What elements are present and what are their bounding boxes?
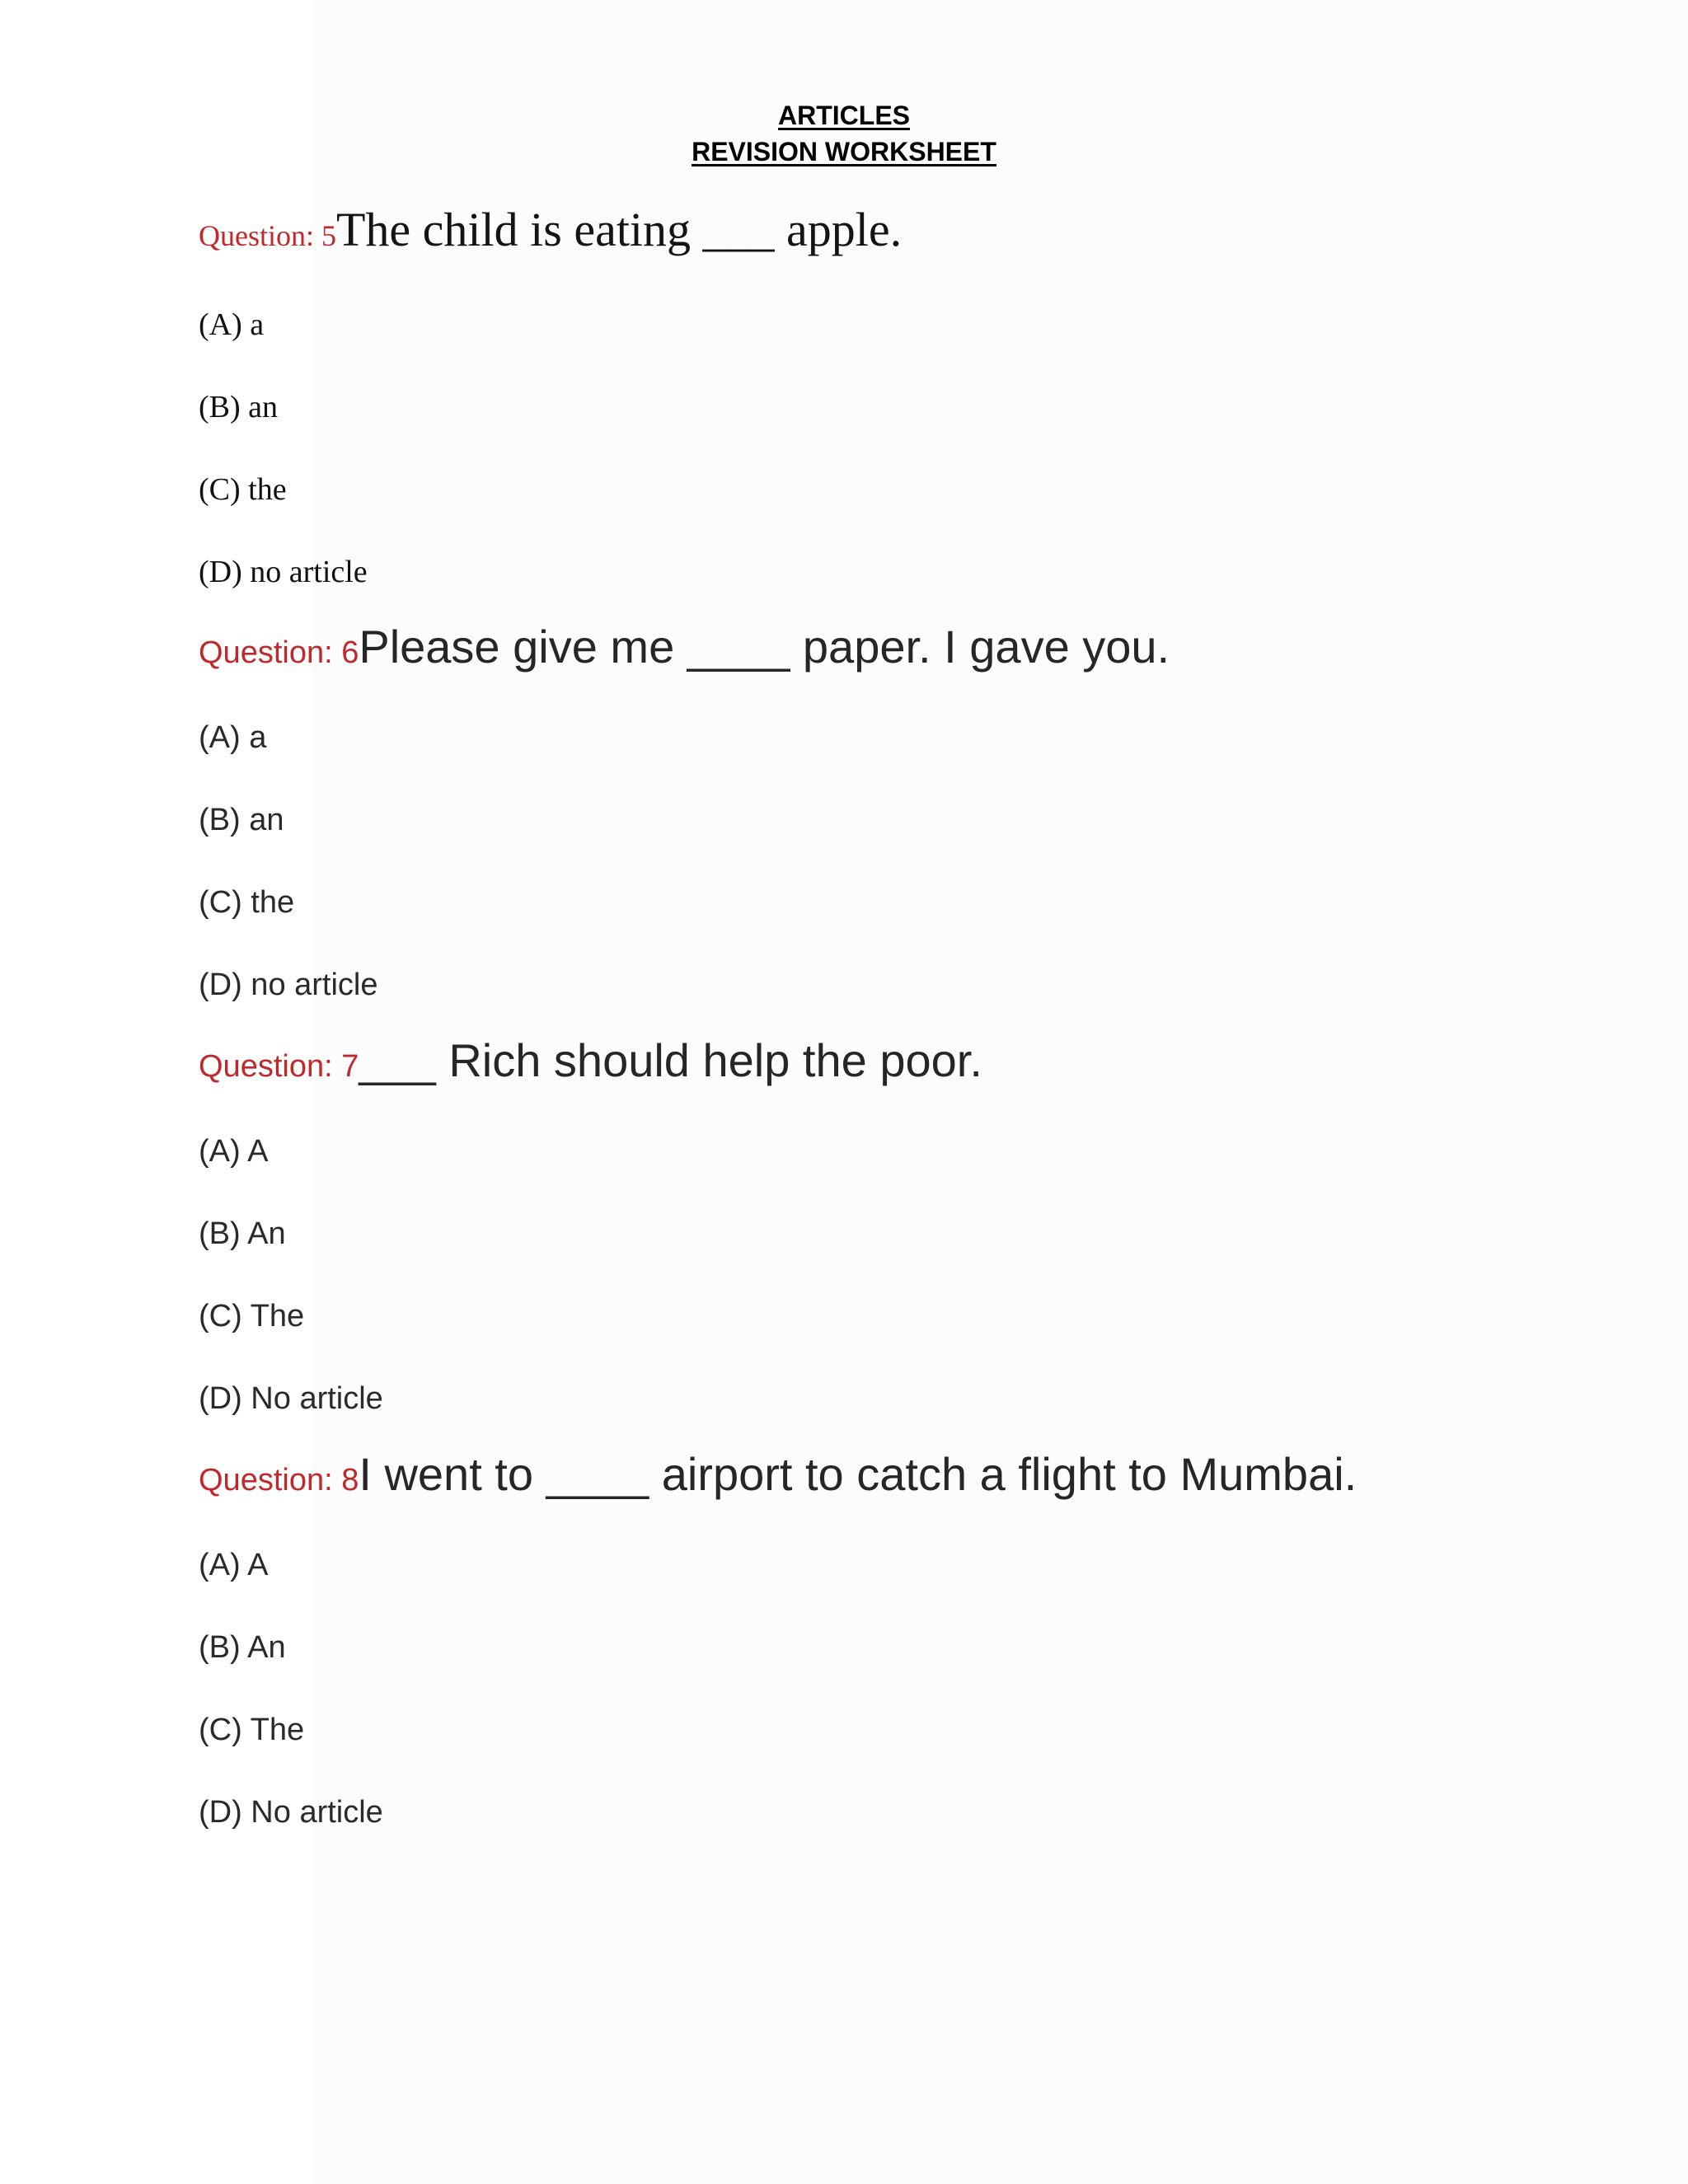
question-5-option-a: (A) a — [199, 307, 265, 342]
question-label: Question: 5 — [199, 219, 336, 252]
question-6-option-b: (B) an — [199, 803, 284, 837]
question-7-option-d: (D) No article — [199, 1381, 383, 1416]
question-7-option-b: (B) An — [199, 1216, 286, 1251]
question-5-option-c: (C) the — [199, 472, 287, 507]
question-text: Please give me ____ paper. I gave you. — [359, 621, 1170, 673]
question-7 — [199, 1033, 982, 1087]
page-background — [313, 0, 1688, 2184]
question-text: I went to ____ airport to catch a flight to Mumbai. — [359, 1448, 1357, 1500]
question-6-option-a: (A) a — [199, 720, 267, 755]
question-8-option-d: (D) No article — [199, 1795, 383, 1830]
question-5-option-b: (B) an — [199, 390, 279, 424]
question-text: ___ Rich should help the poor. — [359, 1034, 982, 1086]
question-5-option-d: (D) no article — [199, 555, 368, 589]
question-8-option-c: (C) The — [199, 1713, 305, 1747]
question-6 — [199, 620, 1170, 673]
question-8 — [199, 1447, 1357, 1501]
question-label: Question: 6 — [199, 635, 359, 670]
worksheet-title: ARTICLES — [778, 101, 910, 130]
question-6-option-d: (D) no article — [199, 968, 378, 1002]
worksheet-header — [0, 97, 1688, 170]
question-7-option-a: (A) A — [199, 1134, 269, 1169]
question-label: Question: 7 — [199, 1049, 359, 1084]
question-6-option-c: (C) the — [199, 885, 295, 920]
question-8-option-b: (B) An — [199, 1630, 286, 1665]
worksheet-subtitle: REVISION WORKSHEET — [692, 137, 996, 166]
question-label: Question: 8 — [199, 1463, 359, 1497]
question-8-option-a: (A) A — [199, 1548, 269, 1582]
question-text: The child is eating ___ apple. — [336, 203, 903, 256]
question-7-option-c: (C) The — [199, 1299, 305, 1333]
question-5 — [199, 202, 902, 257]
